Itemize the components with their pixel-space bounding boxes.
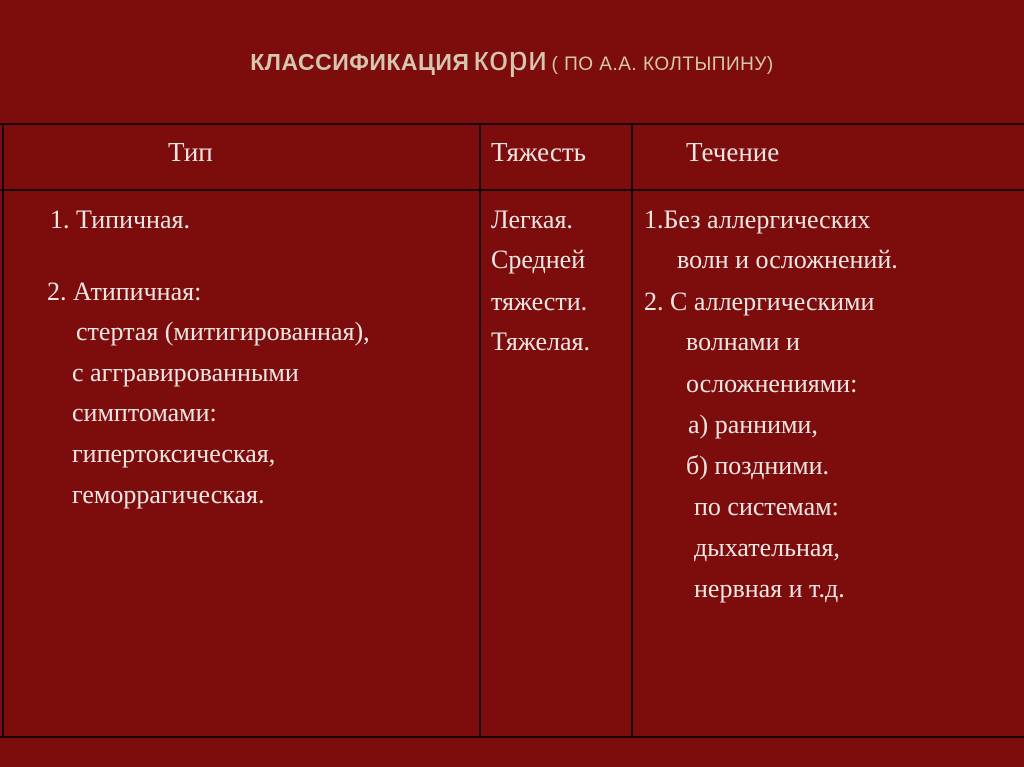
severity-item: Тяжелая. xyxy=(491,327,590,356)
title-main: КЛАССИФИКАЦИЯ xyxy=(250,49,470,75)
course-line: 2. С аллергическими xyxy=(644,287,875,316)
course-line: а) ранними, xyxy=(688,410,818,439)
course-line: дыхательная, xyxy=(694,533,840,562)
table-header-divider xyxy=(0,189,1024,191)
header-course: Течение xyxy=(686,137,780,167)
table-top-border xyxy=(0,123,1024,125)
course-line: волн и осложнений. xyxy=(677,245,898,274)
course-line: волнами и xyxy=(686,327,800,356)
course-line: нервная и т.д. xyxy=(694,574,845,603)
severity-item: Легкая. xyxy=(491,205,573,234)
type-atypical-line: геморрагическая. xyxy=(72,480,265,509)
type-item-atypical: 2. Атипичная: xyxy=(47,277,202,306)
course-line: 1.Без аллергических xyxy=(644,205,871,234)
type-atypical-line: гипертоксическая, xyxy=(72,439,276,468)
course-line: б) поздними. xyxy=(686,451,830,480)
header-severity: Тяжесть xyxy=(491,137,586,167)
type-atypical-line: с аггравированными xyxy=(72,358,299,387)
header-type: Тип xyxy=(168,137,213,167)
title-small: ( ПО А.А. КОЛТЫПИНУ) xyxy=(551,54,774,75)
slide-title xyxy=(0,40,1024,79)
type-atypical-line: стертая (митигированная), xyxy=(76,317,370,346)
title-big: кори xyxy=(473,40,548,78)
course-line: по системам: xyxy=(694,492,839,521)
type-atypical-line: симптомами: xyxy=(72,398,217,427)
table-bottom-border xyxy=(0,736,1024,738)
type-item-typical: 1. Типичная. xyxy=(50,205,190,234)
table-col-divider-1 xyxy=(479,123,481,738)
severity-item: Средней xyxy=(491,245,586,274)
course-line: осложнениями: xyxy=(686,369,858,398)
severity-item: тяжести. xyxy=(491,287,588,316)
table-left-border xyxy=(2,123,4,738)
table-col-divider-2 xyxy=(631,123,633,738)
